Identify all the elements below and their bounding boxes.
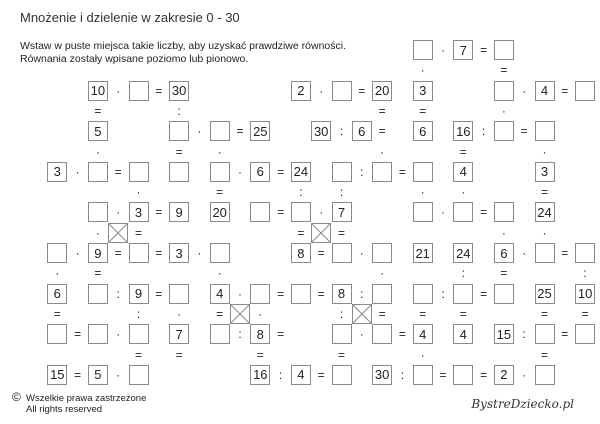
- equals-sign: =: [175, 144, 183, 159]
- answer-box[interactable]: [88, 162, 108, 182]
- number-cell: 15: [47, 365, 67, 385]
- answer-box[interactable]: [250, 284, 270, 304]
- answer-box[interactable]: [210, 243, 230, 263]
- answer-box[interactable]: [413, 162, 433, 182]
- number-cell: 3: [47, 162, 67, 182]
- answer-box[interactable]: [210, 324, 230, 344]
- times-sign: ·: [420, 185, 425, 200]
- divide-sign: :: [238, 327, 242, 342]
- divide-sign: :: [522, 327, 526, 342]
- equals-sign: =: [277, 327, 285, 342]
- equals-sign: =: [155, 286, 163, 301]
- times-sign: ·: [522, 367, 527, 382]
- times-sign: ·: [522, 246, 527, 260]
- times-sign: ·: [217, 144, 222, 159]
- equals-sign: =: [439, 367, 447, 382]
- equals-sign: =: [256, 347, 264, 362]
- times-sign: ·: [319, 205, 324, 220]
- number-cell: 5: [88, 365, 108, 385]
- brand-logo: BystreDziecko.pl: [471, 397, 574, 411]
- equals-sign: =: [297, 225, 305, 240]
- equals-sign: =: [500, 63, 508, 78]
- equals-sign: =: [94, 266, 102, 281]
- equals-sign: =: [540, 306, 548, 321]
- times-sign: ·: [441, 205, 445, 220]
- number-cell: 7: [332, 202, 352, 222]
- equals-sign: =: [236, 124, 244, 139]
- equals-sign: =: [74, 367, 82, 382]
- equals-sign: =: [134, 225, 142, 240]
- times-sign: ·: [238, 164, 242, 179]
- divide-sign: :: [360, 164, 364, 179]
- number-cell: 24: [453, 243, 473, 263]
- divide-sign: :: [136, 306, 141, 321]
- divide-sign: :: [339, 306, 344, 321]
- number-cell: 21: [413, 243, 433, 263]
- times-sign: ·: [136, 185, 141, 200]
- equals-sign: =: [317, 246, 325, 260]
- equals-sign: =: [155, 205, 163, 220]
- answer-box[interactable]: [169, 162, 189, 182]
- divide-sign: :: [481, 124, 486, 139]
- answer-box[interactable]: [575, 81, 595, 101]
- divide-sign: :: [360, 286, 364, 301]
- equals-sign: =: [459, 306, 467, 321]
- equals-sign: =: [500, 266, 508, 281]
- number-cell: 4: [413, 324, 433, 344]
- times-sign: ·: [441, 43, 445, 57]
- number-cell: 3: [535, 162, 555, 182]
- crossed-box-icon: [352, 304, 372, 324]
- number-cell: 10: [88, 81, 108, 101]
- number-cell: 25: [535, 284, 555, 304]
- number-cell: 2: [291, 81, 311, 101]
- times-sign: ·: [258, 306, 263, 321]
- number-cell: 8: [291, 243, 311, 263]
- number-cell: 10: [575, 284, 595, 304]
- times-sign: ·: [197, 246, 202, 260]
- times-sign: ·: [359, 246, 364, 260]
- number-cell: 3: [129, 202, 149, 222]
- equals-sign: =: [398, 164, 406, 179]
- answer-box[interactable]: [332, 162, 352, 182]
- equals-sign: =: [540, 185, 548, 200]
- number-cell: 4: [535, 81, 555, 101]
- times-sign: ·: [116, 205, 121, 220]
- answer-box[interactable]: [494, 284, 514, 304]
- times-sign: ·: [55, 266, 60, 281]
- answer-box[interactable]: [291, 202, 311, 222]
- times-sign: ·: [116, 327, 121, 342]
- answer-box[interactable]: [494, 121, 514, 141]
- number-cell: 30: [169, 81, 189, 101]
- equals-sign: =: [216, 185, 224, 200]
- equals-sign: =: [561, 246, 569, 260]
- answer-box[interactable]: [535, 365, 555, 385]
- times-sign: ·: [380, 144, 385, 159]
- number-cell: 5: [88, 121, 108, 141]
- times-sign: ·: [542, 225, 547, 240]
- answer-box[interactable]: [413, 284, 433, 304]
- number-cell: 20: [372, 81, 392, 101]
- answer-box[interactable]: [88, 202, 108, 222]
- answer-box[interactable]: [453, 365, 473, 385]
- answer-box[interactable]: [453, 202, 473, 222]
- equals-sign: =: [53, 306, 61, 321]
- answer-box[interactable]: [88, 324, 108, 344]
- number-cell: 20: [210, 202, 230, 222]
- equals-sign: =: [94, 103, 102, 118]
- number-cell: 3: [169, 243, 189, 263]
- times-sign: ·: [116, 83, 121, 98]
- equals-sign: =: [155, 83, 163, 98]
- number-cell: 24: [291, 162, 311, 182]
- answer-box[interactable]: [413, 202, 433, 222]
- number-cell: 8: [250, 324, 270, 344]
- answer-box[interactable]: [372, 324, 392, 344]
- number-cell: 4: [453, 162, 473, 182]
- times-sign: ·: [501, 225, 506, 240]
- number-cell: 7: [453, 40, 473, 60]
- equals-sign: =: [358, 83, 366, 98]
- equals-sign: =: [378, 103, 386, 118]
- equals-sign: =: [114, 246, 122, 260]
- divide-sign: :: [278, 367, 283, 382]
- answer-box[interactable]: [129, 324, 149, 344]
- times-sign: ·: [217, 266, 222, 281]
- number-cell: 9: [129, 284, 149, 304]
- answer-box[interactable]: [47, 324, 67, 344]
- equals-sign: =: [581, 306, 589, 321]
- answer-box[interactable]: [169, 284, 189, 304]
- answer-box[interactable]: [291, 284, 311, 304]
- answer-box[interactable]: [332, 365, 352, 385]
- times-sign: ·: [75, 164, 80, 179]
- number-cell: 15: [494, 324, 514, 344]
- instruction-line: Wstaw w puste miejsca takie liczby, aby uzyskać prawdziwe równości.: [20, 40, 346, 52]
- crossed-box-icon: [230, 304, 250, 324]
- number-cell: 4: [291, 365, 311, 385]
- equals-sign: =: [74, 327, 82, 342]
- copyright-notice: [12, 390, 147, 415]
- equals-sign: =: [378, 124, 386, 139]
- equals-sign: =: [175, 347, 183, 362]
- divide-sign: :: [299, 185, 303, 200]
- times-sign: ·: [542, 144, 547, 159]
- divide-sign: :: [400, 367, 405, 382]
- copyright-line: All rights reserved: [26, 404, 103, 415]
- crossed-box-icon: [311, 223, 331, 243]
- instruction-line: Równania zostały wpisane poziomo lub pionowo.: [20, 53, 249, 65]
- answer-box[interactable]: [535, 121, 555, 141]
- answer-box[interactable]: [332, 324, 352, 344]
- answer-box[interactable]: [129, 243, 149, 263]
- copyright-icon: ©: [12, 390, 21, 404]
- answer-box[interactable]: [372, 162, 392, 182]
- equals-sign: =: [337, 347, 345, 362]
- equals-sign: =: [561, 83, 569, 98]
- answer-box[interactable]: [372, 284, 392, 304]
- answer-box[interactable]: [210, 121, 230, 141]
- divide-sign: :: [177, 103, 181, 118]
- divide-sign: :: [339, 185, 344, 200]
- times-sign: ·: [461, 185, 466, 200]
- number-cell: 2: [494, 365, 514, 385]
- divide-sign: :: [461, 266, 465, 281]
- number-cell: 3: [413, 81, 433, 101]
- equals-sign: =: [277, 286, 285, 301]
- equals-sign: =: [277, 205, 285, 220]
- answer-box[interactable]: [250, 202, 270, 222]
- number-cell: 16: [250, 365, 270, 385]
- equals-sign: =: [419, 306, 427, 321]
- equals-sign: =: [317, 286, 325, 301]
- number-cell: 6: [413, 121, 433, 141]
- answer-box[interactable]: [129, 81, 149, 101]
- number-cell: 6: [47, 284, 67, 304]
- answer-box[interactable]: [453, 284, 473, 304]
- number-cell: 7: [169, 324, 189, 344]
- number-cell: 4: [210, 284, 230, 304]
- divide-sign: :: [339, 124, 344, 139]
- answer-box[interactable]: [413, 40, 433, 60]
- times-sign: ·: [319, 83, 324, 98]
- copyright-line: Wszelkie prawa zastrzeżone: [26, 393, 147, 404]
- times-sign: ·: [501, 103, 506, 118]
- number-cell: 25: [250, 121, 270, 141]
- times-sign: ·: [116, 367, 121, 382]
- answer-box[interactable]: [575, 324, 595, 344]
- answer-box[interactable]: [47, 243, 67, 263]
- times-sign: ·: [420, 63, 425, 78]
- answer-box[interactable]: [332, 81, 352, 101]
- times-sign: ·: [238, 286, 242, 301]
- times-sign: ·: [75, 246, 80, 260]
- answer-box[interactable]: [575, 243, 595, 263]
- equals-sign: =: [540, 347, 548, 362]
- answer-box[interactable]: [372, 243, 392, 263]
- answer-box[interactable]: [332, 243, 352, 263]
- divide-sign: :: [583, 266, 587, 281]
- number-cell: 9: [169, 202, 189, 222]
- times-sign: ·: [522, 83, 527, 98]
- number-cell: 6: [494, 243, 514, 263]
- number-cell: 30: [311, 121, 331, 141]
- answer-box[interactable]: [535, 324, 555, 344]
- equals-sign: =: [337, 225, 345, 240]
- equals-sign: =: [398, 327, 406, 342]
- number-cell: 9: [88, 243, 108, 263]
- crossed-box-icon: [108, 223, 128, 243]
- answer-box[interactable]: [494, 202, 514, 222]
- answer-box[interactable]: [129, 162, 149, 182]
- equals-sign: =: [480, 43, 488, 57]
- equals-sign: =: [480, 205, 488, 220]
- times-sign: ·: [380, 266, 385, 281]
- number-cell: 8: [332, 284, 352, 304]
- answer-box[interactable]: [413, 365, 433, 385]
- number-cell: 6: [250, 162, 270, 182]
- number-cell: 4: [453, 324, 473, 344]
- times-sign: ·: [359, 327, 364, 342]
- equals-sign: =: [480, 367, 488, 382]
- answer-box[interactable]: [494, 40, 514, 60]
- answer-box[interactable]: [129, 365, 149, 385]
- answer-box[interactable]: [210, 162, 230, 182]
- equals-sign: =: [419, 103, 427, 118]
- equals-sign: =: [155, 246, 163, 260]
- equals-sign: =: [480, 286, 488, 301]
- equals-sign: =: [134, 347, 142, 362]
- equals-sign: =: [317, 367, 325, 382]
- answer-box[interactable]: [494, 81, 514, 101]
- divide-sign: :: [441, 286, 445, 301]
- answer-box[interactable]: [169, 121, 189, 141]
- equals-sign: =: [277, 164, 285, 179]
- divide-sign: :: [116, 286, 120, 301]
- page-title: Mnożenie i dzielenie w zakresie 0 - 30: [20, 10, 240, 25]
- answer-box[interactable]: [88, 284, 108, 304]
- times-sign: ·: [420, 347, 425, 362]
- times-sign: ·: [177, 306, 182, 321]
- times-sign: ·: [95, 144, 100, 159]
- number-cell: 16: [453, 121, 473, 141]
- equals-sign: =: [378, 306, 386, 321]
- equals-sign: =: [520, 124, 528, 139]
- number-cell: 24: [535, 202, 555, 222]
- number-cell: 6: [352, 121, 372, 141]
- equals-sign: =: [114, 164, 122, 179]
- answer-box[interactable]: [535, 243, 555, 263]
- number-cell: 30: [372, 365, 392, 385]
- times-sign: ·: [197, 124, 202, 139]
- equals-sign: =: [561, 327, 569, 342]
- times-sign: ·: [95, 225, 100, 240]
- equals-sign: =: [216, 306, 224, 321]
- equals-sign: =: [459, 144, 467, 159]
